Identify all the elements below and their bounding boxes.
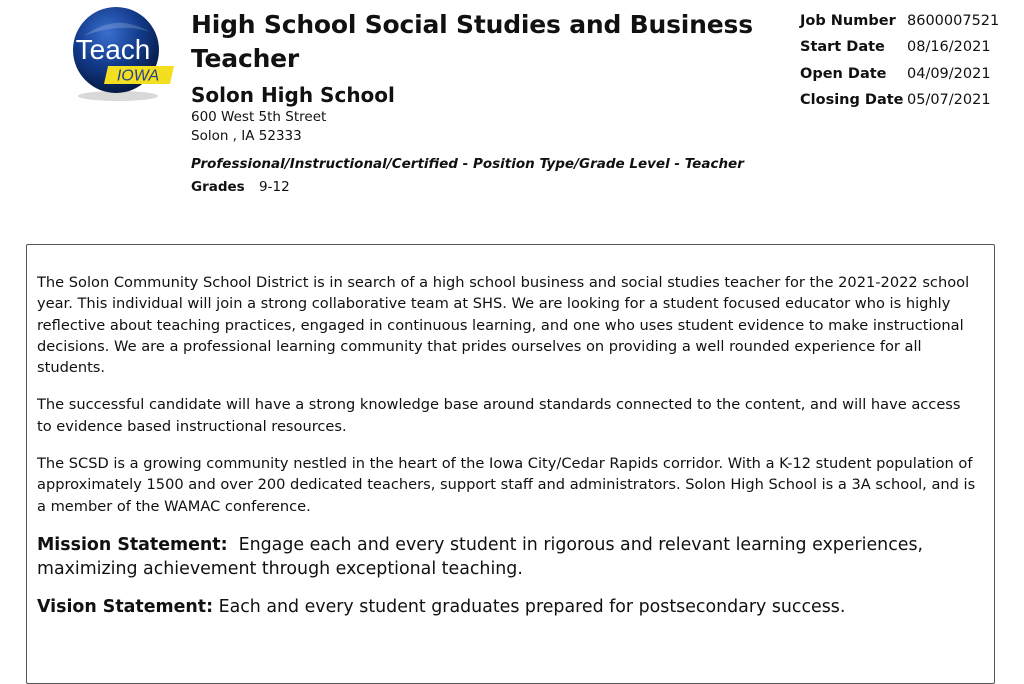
meta-label: Job Number (800, 13, 896, 30)
meta-value: 8600007521 (907, 13, 1000, 30)
meta-start-date (800, 34, 991, 60)
description-paragraph: The SCSD is a growing community nestled in the heart of the Iowa City/Cedar Rapids corridor. With a K-12 student population of approximately 1500 and over 200 dedicated teachers, support staff and administrators. Solon High School is a 3A school, and is a member of the WAMAC conference. (37, 455, 976, 515)
meta-label: Start Date (800, 39, 885, 56)
meta-job-number (800, 8, 1000, 34)
logo-word-iowa: IOWA (116, 67, 160, 85)
address-line-1: 600 West 5th Street (191, 109, 327, 125)
address-line-2: Solon , IA 52333 (191, 128, 302, 144)
meta-value: 08/16/2021 (907, 39, 991, 56)
position-type: Professional/Instructional/Certified - Position Type/Grade Level - Teacher (191, 156, 744, 172)
meta-open-date (800, 61, 991, 87)
meta-value: 04/09/2021 (907, 65, 991, 82)
mission-label: Mission Statement: (37, 534, 228, 555)
teach-iowa-logo (70, 6, 174, 102)
meta-label: Open Date (800, 65, 887, 82)
school-name: Solon High School (191, 83, 395, 107)
vision-statement (37, 595, 977, 619)
job-title: High School Social Studies and Business Teacher (191, 10, 753, 73)
vision-label: Vision Statement: (37, 596, 214, 617)
vision-text: Each and every student graduates prepared for postsecondary success. (213, 596, 846, 617)
grades-label: Grades (191, 179, 245, 195)
description-paragraph: The Solon Community School District is in search of a high school business and social studies teacher for the 2021-2022 school year. This individual will join a strong collaborative team at SHS. We are looking for a student focused educator who is highly reflective about teaching practices, engaged in continuous learning, and one who uses student evidence to make instructional decisions. We are a professional learning community that prides ourselves on providing a well rounded experience for all students. (37, 274, 970, 377)
grades-row (191, 178, 290, 196)
logo-word-teach: Teach (75, 34, 151, 65)
meta-value: 05/07/2021 (907, 92, 991, 109)
job-description (37, 272, 977, 633)
mission-text: Engage each and every student in rigorous and relevant learning experiences, maximizing achievement through exceptional teaching. (37, 534, 929, 579)
meta-closing-date (800, 87, 991, 113)
description-paragraph: The successful candidate will have a strong knowledge base around standards connected to the content, and will have access to evidence based instructional resources. (37, 396, 961, 435)
mission-statement (37, 533, 977, 581)
meta-label: Closing Date (800, 92, 904, 109)
grades-value: 9-12 (259, 179, 290, 195)
job-meta (800, 8, 1000, 113)
